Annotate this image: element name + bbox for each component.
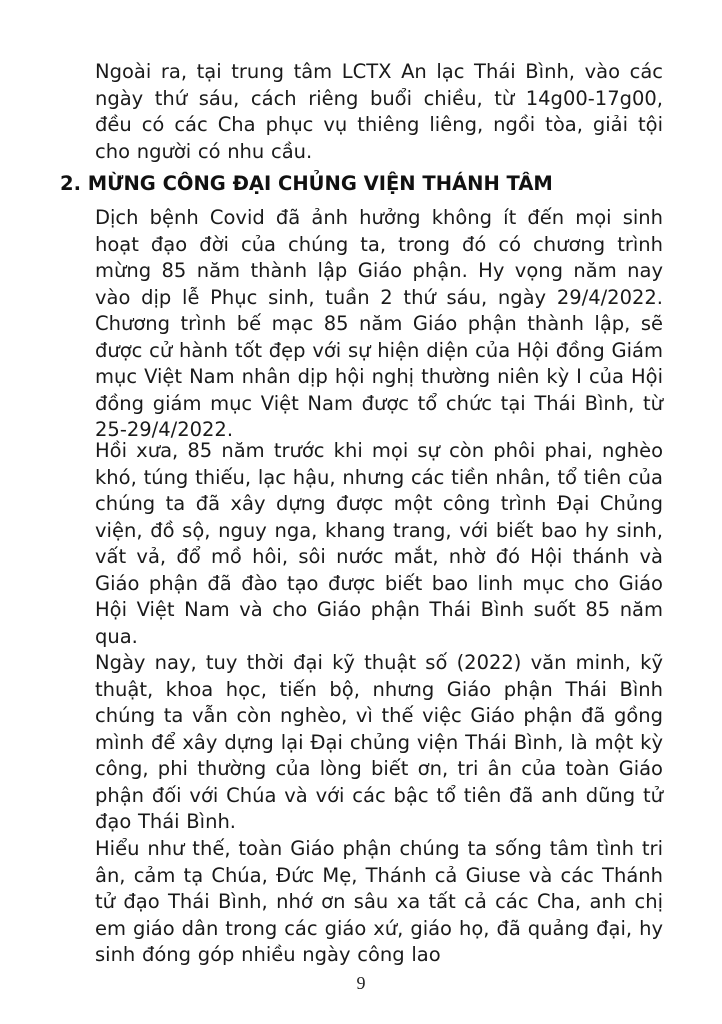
page-number: 9 (356, 973, 366, 993)
paragraph-covid-celebration: Dịch bệnh Covid đã ảnh hưởng không ít đến mọi sinh hoạt đạo đời của chúng ta, trong đó có chương trình mừng 85 năm thành lập Giáo phận. Hy vọng năm nay vào dịp lễ Phục sinh, tuần 2 thứ sáu, ngày 29/4/2022. Chương trình bế mạc 85 năm Giáo phận thành lập, sẽ được cử hành tốt đẹp với sự hiện diện của Hội đồng Giám mục Việt Nam nhân dịp hội nghị thường niên kỳ I của Hội đồng giám mục Việt Nam được tổ chức tại Thái Bình, từ 25-29/4/2022. (95, 206, 663, 441)
paragraph-seminary-history: Hồi xưa, 85 năm trước khi mọi sự còn phôi phai, nghèo khó, túng thiếu, lạc hậu, nhưng các tiền nhân, tổ tiên của chúng ta đã xây dựng được một công trình Đại Chủng viện, đồ sộ, nguy nga, khang trang, với biết bao hy sinh, vất vả, đổ mồ hôi, sôi nước mắt, nhờ đó Hội thánh và Giáo phận đã đào tạo được biết bao linh mục cho Giáo Hội Việt Nam và cho Giáo phận Thái Bình suốt 85 năm qua. (95, 439, 663, 648)
paragraph-seminary-rebuild: Ngày nay, tuy thời đại kỹ thuật số (2022) văn minh, kỹ thuật, khoa học, tiến bộ, nhưng Giáo phận Thái Bình chúng ta vẫn còn nghèo, vì thế việc Giáo phận đã gồng mình để xây dựng lại Đại chủng viện Thái Bình, là một kỳ công, phi thường của lòng biết ơn, tri ân của toàn Giáo phận đối với Chúa và với các bậc tổ tiên đã anh dũng tử đạo Thái Bình. (95, 651, 663, 833)
section-heading: 2. MỪNG CÔNG ĐẠI CHỦNG VIỆN THÁNH TÂM (60, 172, 553, 195)
paragraph-gratitude: Hiểu như thế, toàn Giáo phận chúng ta sống tâm tình tri ân, cảm tạ Chúa, Đức Mẹ, Thánh cả Giuse và các Thánh tử đạo Thái Bình, nhớ ơn sâu xa tất cả các Cha, anh chị em giáo dân trong các giáo xứ, giáo họ, đã quảng đại, hy sinh đóng góp nhiều ngày công lao (95, 837, 663, 966)
paragraph-confession-schedule: Ngoài ra, tại trung tâm LCTX An lạc Thái Bình, vào các ngày thứ sáu, cách riêng buổi chiều, từ 14g00-17g00, đều có các Cha phục vụ thiêng liêng, ngồi tòa, giải tội cho người có nhu cầu. (95, 60, 663, 163)
